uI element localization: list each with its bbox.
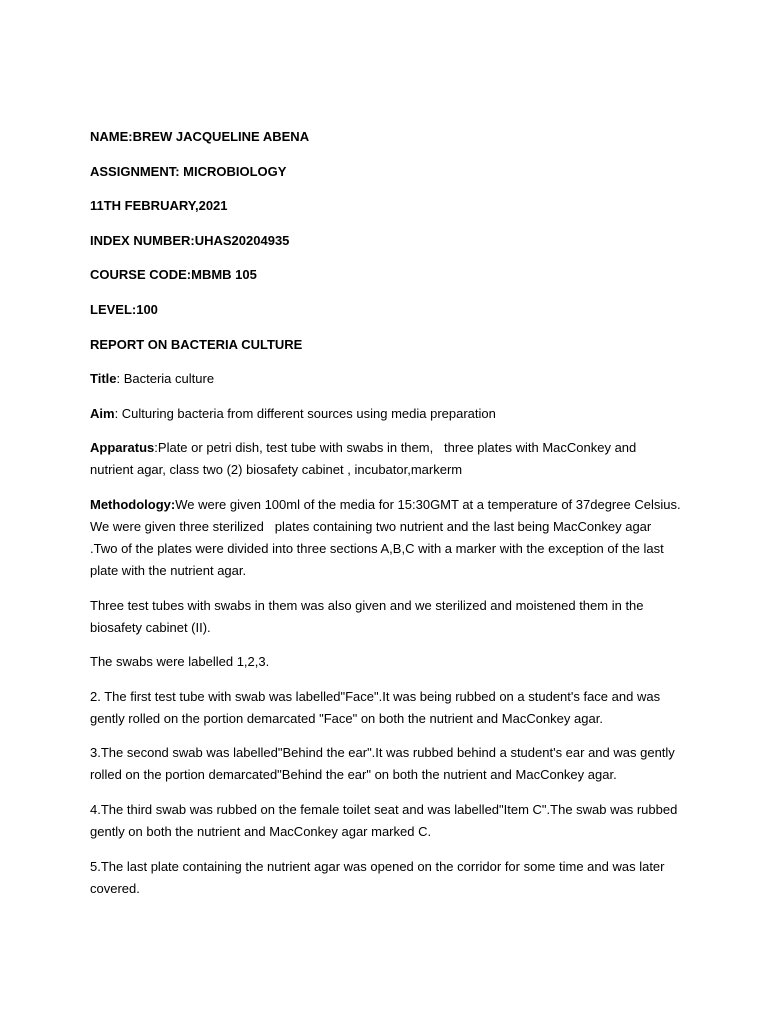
step-3-paragraph: 3.The second swab was labelled"Behind the ear".It was rubbed behind a student's ear and was gently rolled on the portion demarcated"Behind the ear" on both the nutrient and MacConkey agar.: [90, 745, 675, 783]
aim-paragraph: [90, 403, 682, 425]
methodology-label: Methodology:: [90, 496, 176, 512]
apparatus-text: :Plate or petri dish, test tube with swabs in them, three plates with MacConkey and nutrient agar, class two (2) biosafety cabinet , incubator,markerm: [90, 440, 640, 478]
methodology-text: We were given 100ml of the media for 15:30GMT at a temperature of 37degree Celsius. We were given three sterilized plates containing two nutrient and the last being MacConkey agar .Two of the plates were divided into three sections A,B,C with a marker with the exception of the last plate with the nutrient agar.: [90, 496, 685, 578]
document-body: [90, 126, 685, 912]
swabs-sterilized-paragraph: Three test tubes with swabs in them was also given and we sterilized and moistened them in the biosafety cabinet (II).: [90, 597, 644, 635]
level-line: LEVEL:100: [90, 301, 158, 317]
aim-text: : Culturing bacteria from different sources using media preparation: [114, 405, 496, 421]
index-number-line: INDEX NUMBER:UHAS20204935: [90, 232, 290, 248]
course-code-line: COURSE CODE:MBMB 105: [90, 267, 257, 283]
step-4-paragraph: 4.The third swab was rubbed on the female toilet seat and was labelled"Item C".The swab was rubbed gently on both the nutrient and MacConkey agar marked C.: [90, 801, 678, 839]
apparatus-label: Apparatus: [90, 440, 155, 456]
title-text: : Bacteria culture: [116, 371, 215, 387]
methodology-paragraph: [90, 494, 685, 582]
student-name: NAME:BREW JACQUELINE ABENA: [90, 129, 310, 144]
apparatus-paragraph: [90, 437, 682, 481]
date-line: 11TH FEBRUARY,2021: [90, 198, 228, 214]
title-paragraph: [90, 368, 682, 390]
report-title: REPORT ON BACTERIA CULTURE: [90, 336, 303, 352]
step-5-paragraph: 5.The last plate containing the nutrient agar was opened on the corridor for some time and was later covered.: [90, 858, 665, 896]
step-2-paragraph: 2. The first test tube with swab was labelled"Face".It was being rubbed on a student's face and was gently rolled on the portion demarcated "Face" on both the nutrient and MacConkey agar.: [90, 688, 661, 726]
aim-label: Aim: [90, 405, 115, 421]
assignment-line: ASSIGNMENT: MICROBIOLOGY: [90, 163, 287, 179]
title-label: Title: [90, 371, 117, 387]
swabs-labelled-paragraph: The swabs were labelled 1,2,3.: [90, 654, 270, 670]
